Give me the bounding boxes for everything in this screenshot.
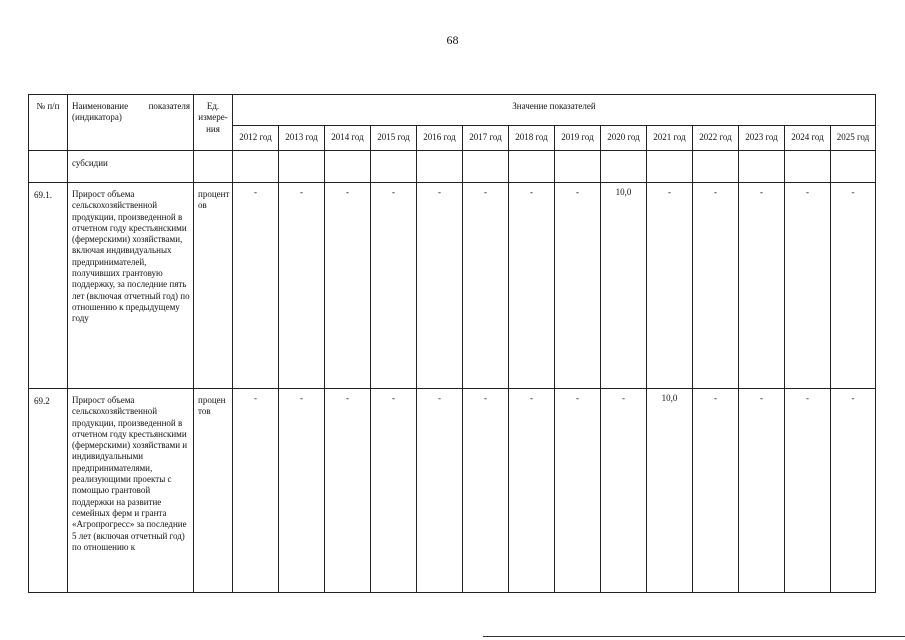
year-header: 2016 год — [417, 126, 463, 151]
row-unit — [194, 151, 233, 183]
value-cell — [785, 151, 831, 183]
table-row — [29, 183, 876, 389]
value-cell: - — [739, 183, 785, 389]
indicator-table — [28, 94, 876, 593]
year-header: 2023 год — [739, 126, 785, 151]
value-cell: - — [233, 183, 279, 389]
value-cell: - — [417, 183, 463, 389]
value-cell: 10,0 — [647, 389, 693, 593]
value-cell — [417, 151, 463, 183]
value-cell: - — [233, 389, 279, 593]
year-header: 2012 год — [233, 126, 279, 151]
value-cell: - — [325, 183, 371, 389]
value-cell — [233, 151, 279, 183]
row-number: 69.1. — [29, 183, 68, 389]
row-indicator-name: Прирост объема сельскохозяйственной продукции, произведенной в отчетном году крестьянскими (фермерскими) хозяйствами, включая индивидуальных предпринимателей, получивших грантовую поддержку, за последние пять лет (включая отчетный год) по отношению к предыдущему году — [68, 183, 194, 389]
value-cell — [325, 151, 371, 183]
row-number: 69.2 — [29, 389, 68, 593]
value-cell — [693, 151, 739, 183]
value-cell: - — [371, 183, 417, 389]
year-header: 2013 год — [279, 126, 325, 151]
header-unit: Ед. измере-ния — [194, 95, 233, 151]
header-indicator-name: Наименование показателя (индикатора) — [68, 95, 194, 151]
year-header: 2014 год — [325, 126, 371, 151]
header-values: Значение показателей — [233, 95, 876, 126]
value-cell — [739, 151, 785, 183]
header-number: № п/п — [29, 95, 68, 151]
value-cell: - — [555, 183, 601, 389]
value-cell — [831, 151, 876, 183]
value-cell: - — [693, 389, 739, 593]
value-cell: - — [509, 389, 555, 593]
row-indicator-name: Прирост объема сельскохозяйственной продукции, произведенной в отчетном году крестьянскими (фермерскими) хозяйствами и индивидуальными предпринимателями, реализующими проекты с помощью грантовой поддержки на развитие семейных ферм и гранта «Агропрогресс» за последние 5 лет (включая отчетный год) по отношению к — [68, 389, 194, 593]
year-header: 2024 год — [785, 126, 831, 151]
value-cell: - — [417, 389, 463, 593]
row-number — [29, 151, 68, 183]
value-cell — [463, 151, 509, 183]
value-cell: - — [279, 389, 325, 593]
year-header: 2017 год — [463, 126, 509, 151]
year-header: 2018 год — [509, 126, 555, 151]
value-cell: - — [371, 389, 417, 593]
value-cell — [371, 151, 417, 183]
row-unit: процент ов — [194, 183, 233, 389]
value-cell: - — [509, 183, 555, 389]
value-cell: 10,0 — [601, 183, 647, 389]
value-cell: - — [785, 389, 831, 593]
page-number: 68 — [446, 33, 459, 47]
value-cell: - — [325, 389, 371, 593]
year-header: 2015 год — [371, 126, 417, 151]
row-indicator-name: субсидии — [68, 151, 194, 183]
value-cell — [601, 151, 647, 183]
year-header: 2021 год — [647, 126, 693, 151]
value-cell — [555, 151, 601, 183]
value-cell: - — [279, 183, 325, 389]
value-cell: - — [463, 389, 509, 593]
year-header: 2025 год — [831, 126, 876, 151]
value-cell: - — [831, 183, 876, 389]
value-cell — [647, 151, 693, 183]
value-cell: - — [785, 183, 831, 389]
year-header: 2019 год — [555, 126, 601, 151]
scan-edge-line — [483, 636, 905, 637]
value-cell: - — [831, 389, 876, 593]
table-row — [29, 389, 876, 593]
value-cell: - — [693, 183, 739, 389]
value-cell: - — [601, 389, 647, 593]
year-header: 2022 год — [693, 126, 739, 151]
value-cell — [509, 151, 555, 183]
year-header: 2020 год — [601, 126, 647, 151]
value-cell: - — [463, 183, 509, 389]
value-cell: - — [555, 389, 601, 593]
table-row — [29, 151, 876, 183]
value-cell: - — [647, 183, 693, 389]
value-cell: - — [739, 389, 785, 593]
row-unit: процен тов — [194, 389, 233, 593]
value-cell — [279, 151, 325, 183]
